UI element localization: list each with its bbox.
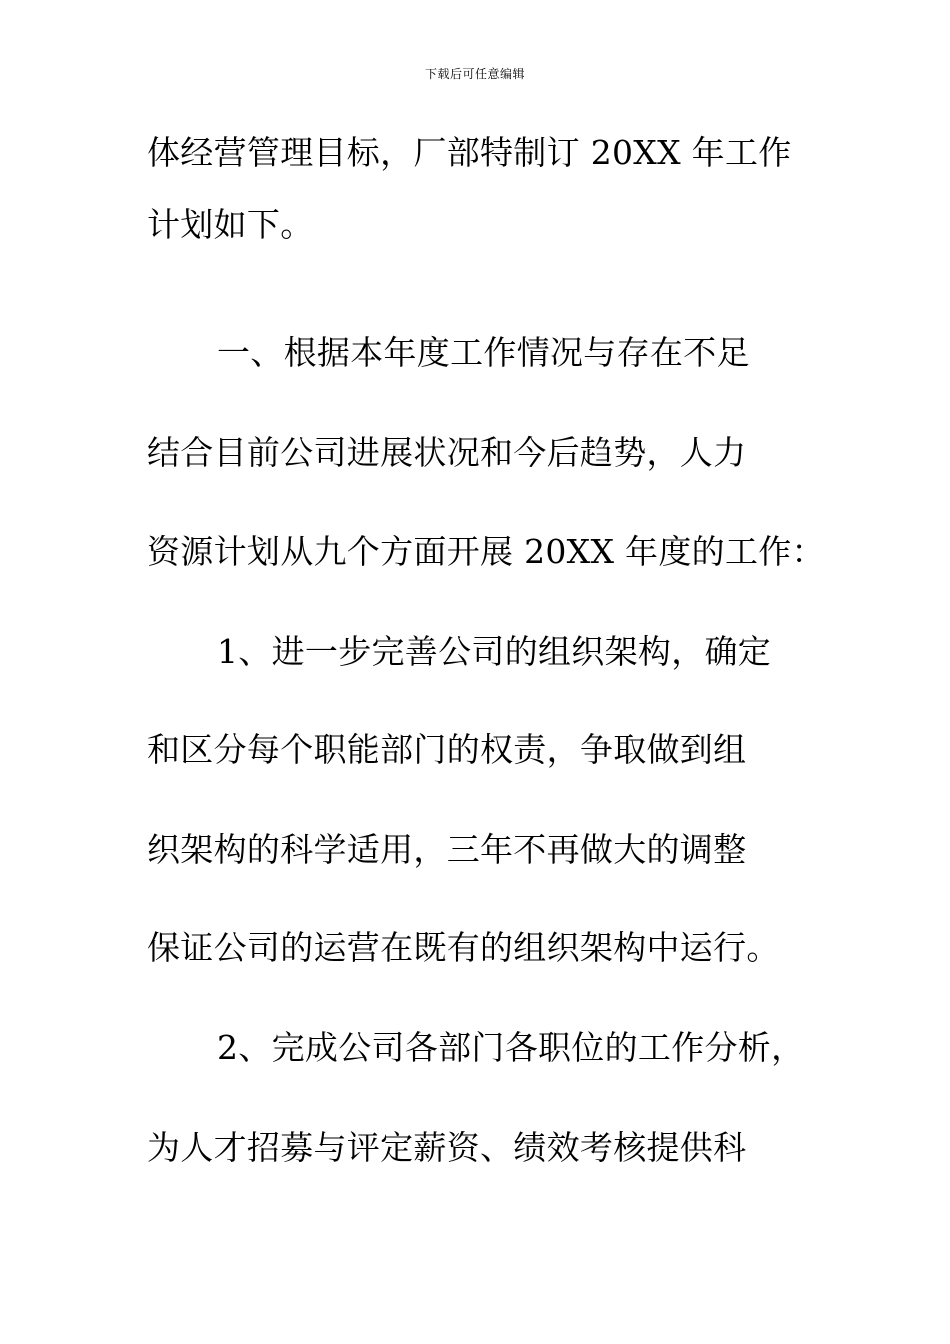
list-item-line: 2、完成公司各部门各职位的工作分析， <box>217 1028 805 1067</box>
text-line: 保证公司的运营在既有的组织架构中运行。 <box>147 928 780 967</box>
page-header: 下载后可任意编辑 <box>424 67 525 81</box>
paragraph-heading-line: 一、根据本年度工作情况与存在不足 <box>217 333 750 372</box>
text-line: 资源计划从九个方面开展 20XX 年度的工作： <box>147 532 825 571</box>
text-line: 体经营管理目标，厂部特制订 20XX 年工作 <box>147 133 792 172</box>
list-item-line: 1、进一步完善公司的组织架构，确定 <box>217 632 772 671</box>
text-line: 为人才招募与评定薪资、绩效考核提供科 <box>147 1128 747 1167</box>
text-line: 结合目前公司进展状况和今后趋势，人力 <box>147 433 747 472</box>
text-line: 织架构的科学适用，三年不再做大的调整 <box>147 830 747 869</box>
text-line: 计划如下。 <box>147 205 314 244</box>
text-line: 和区分每个职能部门的权责，争取做到组 <box>147 730 747 769</box>
